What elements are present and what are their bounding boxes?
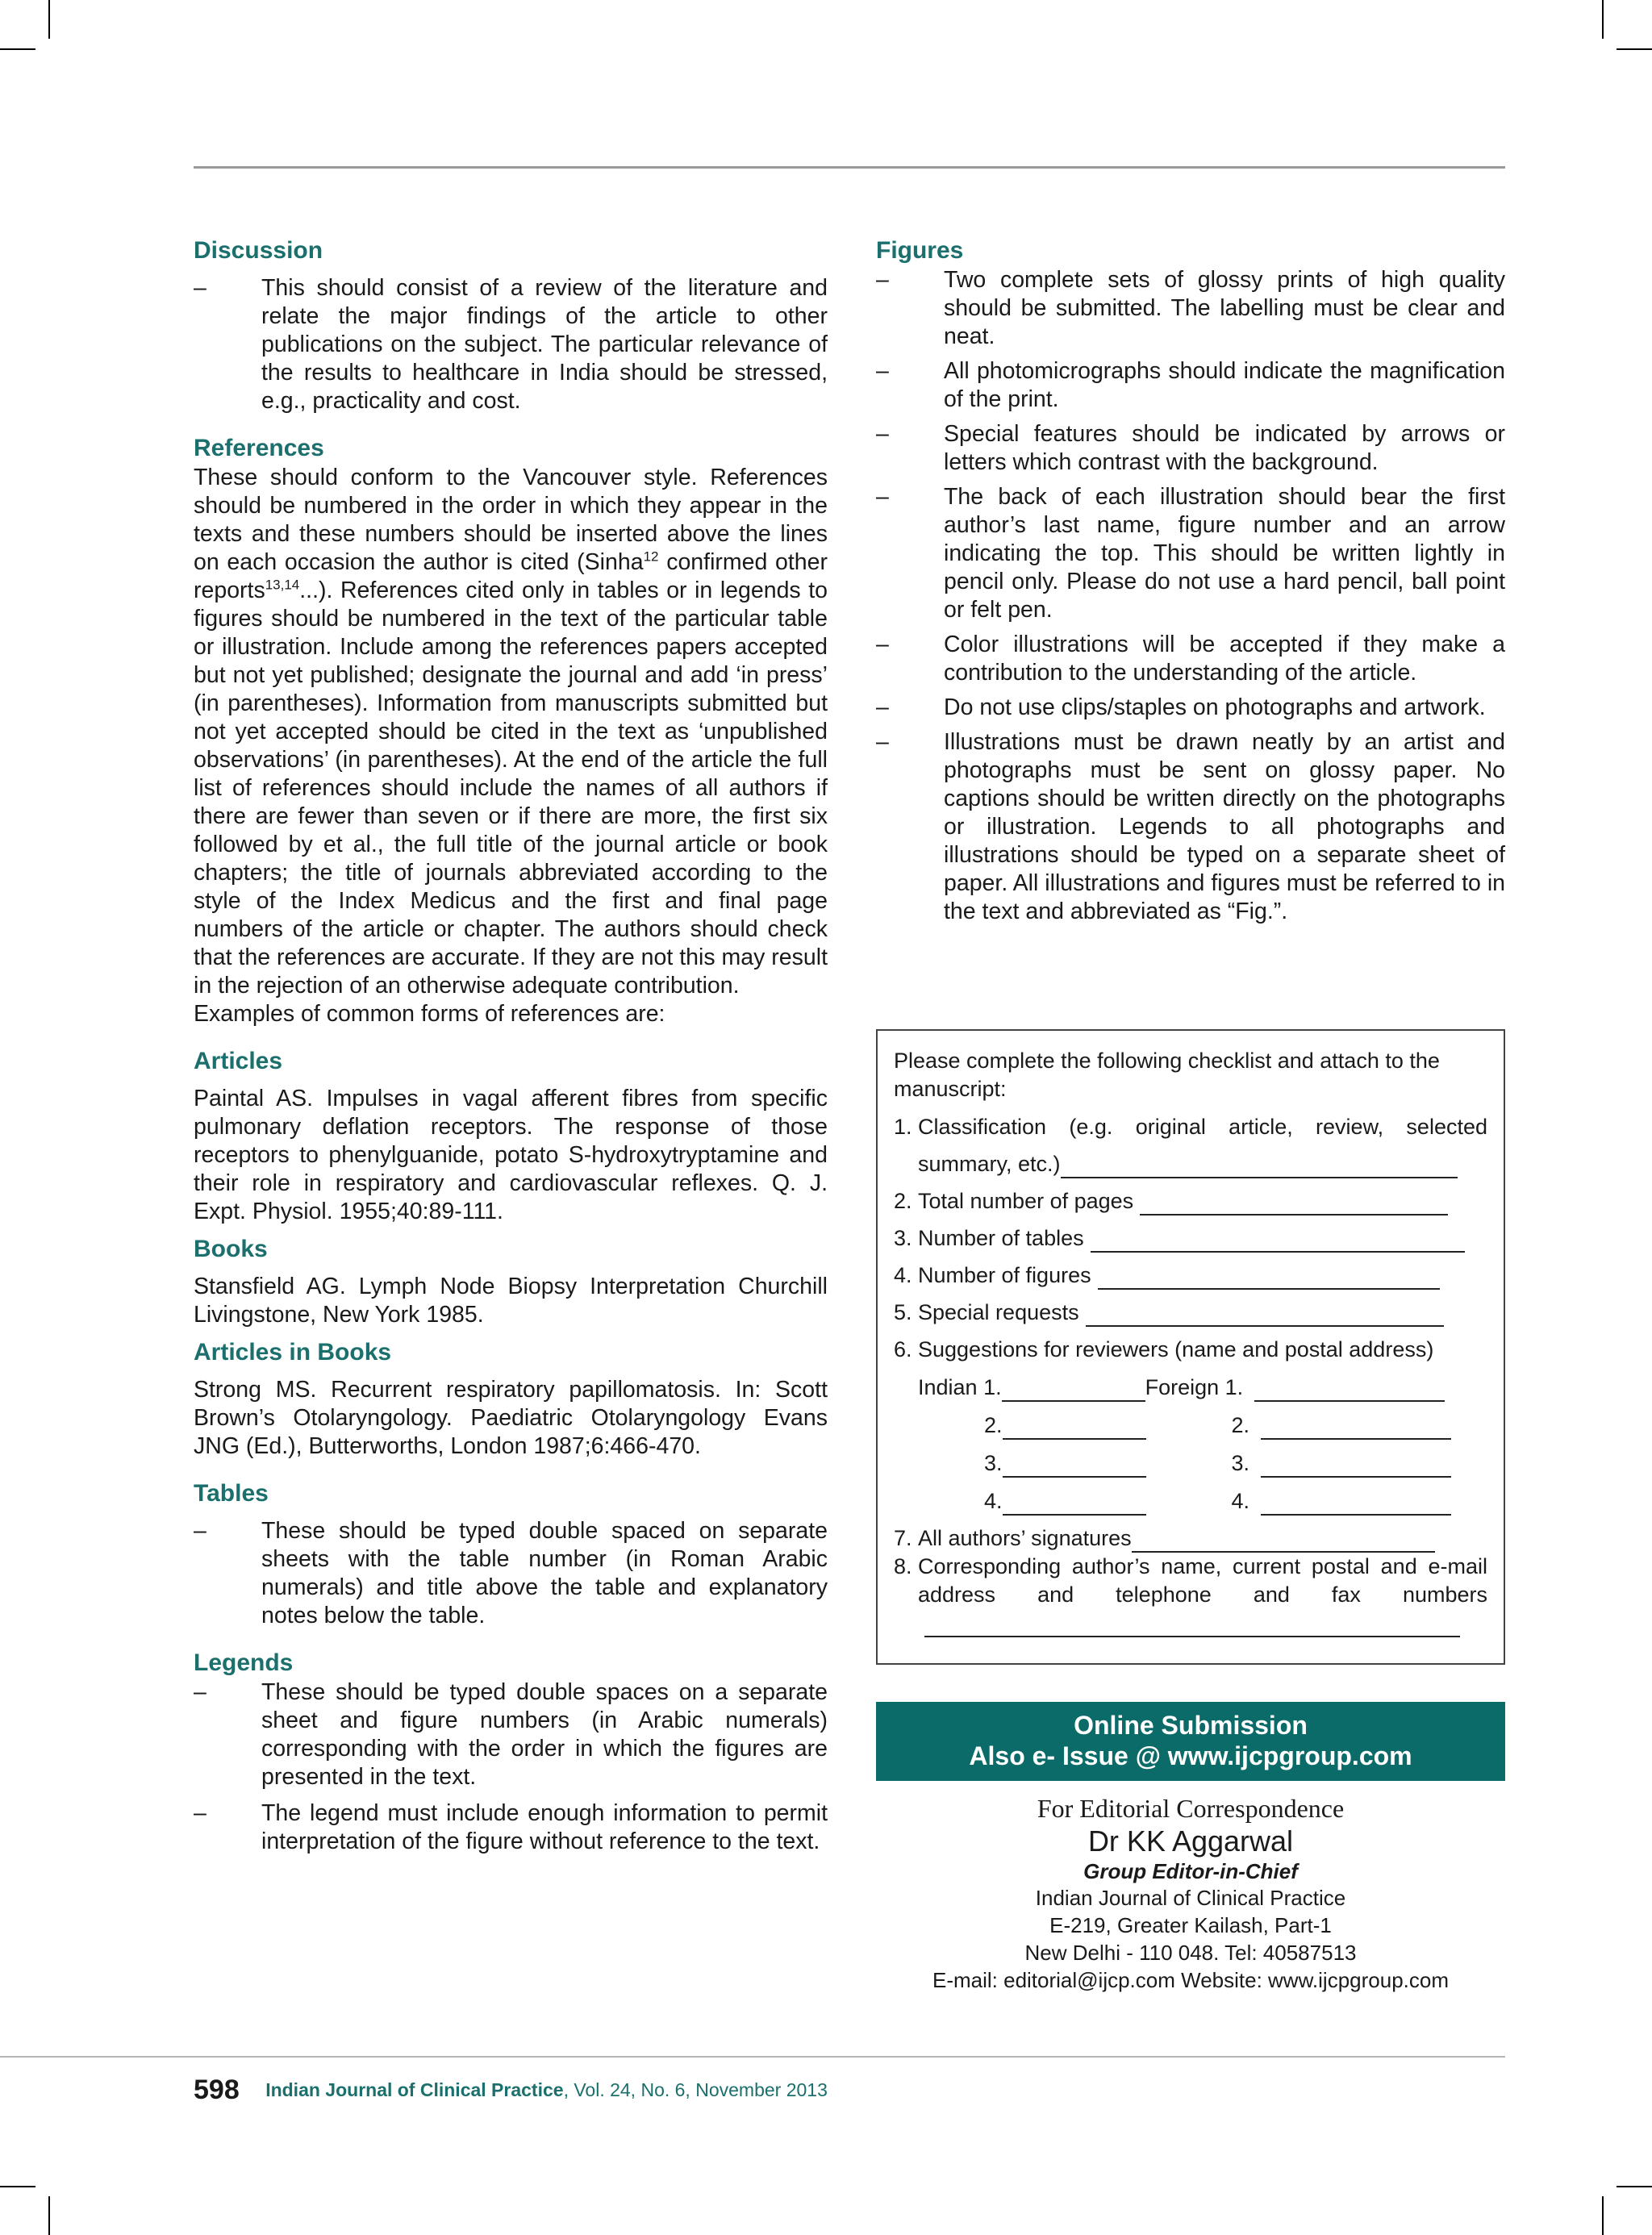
dash-marker: –	[876, 694, 889, 720]
figures-text: Special features should be indicated by arrows or letters which contrast with the background.	[944, 421, 1505, 475]
right-column	[876, 236, 1505, 926]
legends-heading: Legends	[194, 1649, 294, 1676]
crop-mark	[1617, 2186, 1652, 2187]
crop-mark	[48, 0, 50, 39]
figures-item	[876, 357, 1505, 414]
tables-item	[194, 1517, 828, 1630]
fill-line[interactable]	[1086, 1304, 1444, 1327]
reviewer-row-1: Indian 1. Foreign 1.	[894, 1364, 1487, 1402]
dash-marker: –	[194, 1679, 206, 1705]
fill-line[interactable]	[1002, 1379, 1145, 1402]
figures-item	[876, 631, 1505, 687]
footer-rule	[0, 2056, 1505, 2058]
figures-item	[876, 420, 1505, 477]
crop-mark	[0, 2186, 35, 2187]
figures-heading: Figures	[876, 237, 964, 264]
editorial-contact	[876, 1792, 1505, 1994]
checklist-item-tables: 3. Number of tables	[894, 1215, 1487, 1253]
checklist-item-requests: 5. Special requests	[894, 1290, 1487, 1327]
journal-citation: Indian Journal of Clinical Practice, Vol. 24, No. 6, November 2013	[265, 2079, 828, 2100]
superscript: 12	[643, 548, 659, 565]
books-text: Stansfield AG. Lymph Node Biopsy Interpretation Churchill Livingstone, New York 1985.	[194, 1274, 828, 1328]
legends-item	[194, 1678, 828, 1791]
legends-text: The legend must include enough information to permit interpretation of the figure without reference to the text.	[261, 1800, 828, 1854]
tables-heading: Tables	[194, 1480, 269, 1507]
online-submission-banner	[876, 1702, 1505, 1781]
fill-line[interactable]	[924, 1615, 1460, 1637]
figures-text: Color illustrations will be accepted if they make a contribution to the understanding of the article.	[944, 632, 1505, 686]
figures-item	[876, 728, 1505, 926]
checklist-intro: Please complete the following checklist and attach to the manuscript:	[894, 1049, 1440, 1101]
checklist-item-signatures: 7. All authors’ signatures	[894, 1516, 1487, 1553]
discussion-heading: Discussion	[194, 237, 323, 264]
dash-marker: –	[876, 484, 889, 510]
figures-text: Illustrations must be drawn neatly by an artist and photographs must be sent on glossy paper. No captions should be written directly on the photographs or illustration. Legends to all photographs and illustrations should be typed on a separate sheet of paper. All illustrations and figures must be referred to in the text and abbreviated as “Fig.”.	[944, 729, 1505, 924]
fill-line[interactable]	[1061, 1156, 1458, 1178]
fill-line[interactable]	[1254, 1379, 1445, 1402]
fill-line[interactable]	[1261, 1455, 1451, 1478]
articles-in-books-heading: Articles in Books	[194, 1339, 392, 1366]
books-heading: Books	[194, 1236, 268, 1262]
fill-line[interactable]	[1140, 1193, 1448, 1215]
checklist-box	[876, 1029, 1505, 1665]
discussion-text: This should consist of a review of the literature and relate the major findings of the article to other publications on the subject. The particular relevance of the results to healthcare in India should be stressed, e.g., practicality and cost.	[261, 275, 828, 414]
figures-text: Two complete sets of glossy prints of high quality should be submitted. The labelling must be clear and neat.	[944, 267, 1505, 349]
dash-marker: –	[876, 729, 889, 755]
editor-name: Dr KK Aggarwal	[1087, 1824, 1294, 1858]
crop-mark	[1602, 0, 1604, 39]
dash-marker: –	[194, 1518, 206, 1544]
checklist-item-corresponding-line	[894, 1609, 1487, 1633]
left-column	[194, 236, 828, 1856]
dash-marker: –	[876, 632, 889, 657]
editorial-address: E-219, Greater Kailash, Part-1	[1049, 1913, 1332, 1937]
fill-line[interactable]	[1091, 1230, 1465, 1253]
reviewer-row-2: 2. 2.	[894, 1402, 1487, 1440]
figures-item	[876, 266, 1505, 351]
figures-text: The back of each illustration should bear the first author’s last name, figure number and an arrow indicating the top. This should be written lightly in pencil only. Please do not use a hard pencil, ball point or felt pen.	[944, 484, 1505, 623]
editorial-city: New Delhi - 110 048. Tel: 40587513	[1024, 1941, 1357, 1965]
checklist-item-classification-cont: summary, etc.)	[894, 1141, 1487, 1178]
checklist-item-figures: 4. Number of figures	[894, 1253, 1487, 1290]
page-footer	[194, 2074, 828, 2106]
references-heading: References	[194, 435, 324, 461]
checklist-item-corresponding: 8. Corresponding author’s name, current postal and e-mail address and telephone and fax numbers	[894, 1554, 1487, 1607]
figures-item	[876, 694, 1505, 722]
submission-line-2[interactable]: Also e- Issue @ www.ijcpgroup.com	[969, 1741, 1412, 1770]
fill-line[interactable]	[1003, 1493, 1146, 1516]
fill-line[interactable]	[1132, 1530, 1435, 1553]
figures-text: All photomicrographs should indicate the magnification of the print.	[944, 358, 1505, 412]
editor-role: Group Editor-in-Chief	[1083, 1859, 1298, 1883]
submission-line-1: Online Submission	[1074, 1711, 1308, 1740]
fill-line[interactable]	[1098, 1267, 1440, 1290]
checklist-item-pages: 2. Total number of pages	[894, 1178, 1487, 1215]
dash-marker: –	[194, 1800, 206, 1826]
reviewer-row-4: 4. 4.	[894, 1478, 1487, 1516]
crop-mark	[48, 2196, 50, 2235]
editorial-title: For Editorial Correspondence	[1037, 1794, 1345, 1823]
checklist-item-reviewers: 6. Suggestions for reviewers (name and postal address)	[894, 1337, 1434, 1361]
tables-text: These should be typed double spaced on separate sheets with the table number (in Roman Arabic numerals) and title above the table and explanatory notes below the table.	[261, 1518, 828, 1628]
figures-item	[876, 483, 1505, 624]
page-number: 598	[194, 2074, 240, 2105]
editorial-email-website[interactable]: E-mail: editorial@ijcp.com Website: www.ijcpgroup.com	[932, 1968, 1449, 1992]
legends-item	[194, 1799, 828, 1856]
articles-in-books-text: Strong MS. Recurrent respiratory papillomatosis. In: Scott Brown’s Otolaryngology. Paediatric Otolaryngology Evans JNG (Ed.), Butterworths, London 1987;6:466-470.	[194, 1377, 828, 1459]
legends-text: These should be typed double spaces on a separate sheet and figure numbers (in Arabic numerals) corresponding with the order in which the figures are presented in the text.	[261, 1679, 828, 1790]
crop-mark	[1602, 2196, 1604, 2235]
checklist-item-classification: 1. Classification (e.g. original article, review, selected	[894, 1115, 1487, 1139]
discussion-item	[194, 274, 828, 415]
dash-marker: –	[876, 267, 889, 293]
crop-mark	[1617, 48, 1652, 50]
reviewer-row-3: 3. 3.	[894, 1440, 1487, 1478]
references-text: These should conform to the Vancouver style. References should be numbered in the order in which they appear in the texts and these numbers should be inserted above the lines on each occasion the author is cited (Sinha$^{12}$ confirmed other reports$^{13,14}$...). References cited only in tables or in legends to figures should be numbered in the text of the particular table or illustration. Include among the references papers accepted but not yet published; designate the journal and add ‘in press’ (in parentheses). Information from manuscripts submitted but not yet accepted should be cited in the text as ‘unpublished observations’ (in parentheses). At the end of the article the full list of references should include the names of all authors if there are fewer than seven or if there are more, the first six followed by et al., the full title of the journal article or book chapters; the title of journals abbreviated according to the style of the Index Medicus and the first and final page numbers of the article or chapter. The authors should check that the references are accurate. If they are not this may result in the rejection of an otherwise adequate contribution.	[194, 465, 828, 999]
dash-marker: –	[194, 275, 206, 301]
fill-line[interactable]	[1261, 1493, 1451, 1516]
crop-mark	[0, 48, 35, 50]
dash-marker: –	[876, 421, 889, 447]
dash-marker: –	[876, 358, 889, 384]
fill-line[interactable]	[1261, 1417, 1451, 1440]
references-examples: Examples of common forms of references are:	[194, 1001, 665, 1027]
fill-line[interactable]	[1003, 1455, 1146, 1478]
articles-heading: Articles	[194, 1048, 283, 1074]
superscript: 13,14	[265, 577, 300, 593]
header-rule	[194, 166, 1505, 169]
editorial-journal: Indian Journal of Clinical Practice	[1035, 1886, 1346, 1910]
fill-line[interactable]	[1003, 1417, 1146, 1440]
figures-text: Do not use clips/staples on photographs and artwork.	[944, 694, 1486, 720]
articles-text: Paintal AS. Impulses in vagal afferent fibres from specific pulmonary deflation receptors. The response of those receptors to phenylguanide, potato S-hydroxytryptamine and their role in respiratory and cardiovascular reflexes. Q. J. Expt. Physiol. 1955;40:89-111.	[194, 1086, 828, 1224]
